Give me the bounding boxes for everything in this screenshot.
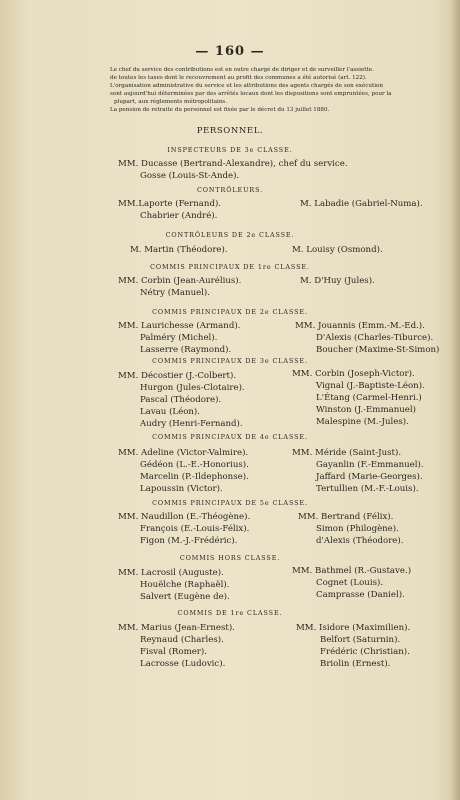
entry-left: Lavau (Léon). <box>140 407 201 417</box>
entry-left: MM. Marius (Jean-Ernest). <box>118 623 235 633</box>
entry-right: d'Alexis (Théodore). <box>316 536 404 546</box>
entry-left: Chabrier (André). <box>140 211 218 221</box>
entry-left: Reynaud (Charles). <box>140 635 224 645</box>
entry-left: MM. Naudillon (E.-Théogène). <box>118 512 251 522</box>
entry-left: MM. Décostier (J.-Colbert). <box>118 371 237 381</box>
entry-left: Nétry (Manuel). <box>140 288 211 298</box>
entry-right: M. Louisy (Osmond). <box>292 245 383 255</box>
entry-left: François (E.-Louis-Félix). <box>140 524 250 534</box>
page-spine-shadow <box>450 0 460 800</box>
entry-right: MM. Méride (Saint-Just). <box>292 448 402 458</box>
entry-right: Tertullien (M.-F.-Louis). <box>316 484 419 494</box>
entry-right: MM. Corbin (Joseph-Victor). <box>292 369 415 379</box>
intro-line: Le chef du service des contributions est en outre chargé de diriger et de surveiller l'assiette. <box>110 67 374 73</box>
entry-right: Simon (Philogène). <box>316 524 399 534</box>
entry-right: Gayanlin (F.-Emmanuel). <box>316 460 424 470</box>
entry-right: Frédéric (Christian). <box>320 647 410 657</box>
intro-line: La pension de retraite du personnel est fixée par le décret du 13 juillet 1880. <box>110 107 330 113</box>
entry-right: Boucher (Maxime-St-Simon) <box>316 345 440 355</box>
entry-left: Salvert (Eugène de). <box>140 592 230 602</box>
entry-left: Lasserre (Raymond). <box>140 345 232 355</box>
entry-left: MM. Lacrosil (Auguste). <box>118 568 224 578</box>
entry-left: Audry (Henri-Fernand). <box>140 419 243 429</box>
entry-right: Jaffard (Marie-Georges). <box>316 472 423 482</box>
entry-right: M. D'Huy (Jules). <box>300 276 375 286</box>
intro-line: sont aujourd'hui déterminées par des arrêtés locaux dont les dispositions sont empruntées, pour la <box>110 91 392 97</box>
intro-line: de toutes les taxes dont le recouvrement au profit des communes a été autorisé (art. 122). <box>110 75 367 81</box>
intro-line: L'organisation administrative du service et les attributions des agents chargés de son exécution <box>110 83 383 89</box>
entry-right: MM. Bertrand (Félix). <box>298 512 394 522</box>
entry-left: Hurgon (Jules-Clotaire). <box>140 383 245 393</box>
entry-right: Vignal (J.-Baptiste-Léon). <box>316 381 425 391</box>
entry-left: Fisval (Romer). <box>140 647 208 657</box>
entry-right: Belfort (Saturnin). <box>320 635 401 645</box>
entry-left: Palméry (Michel). <box>140 333 218 343</box>
entry-left: Marcelin (P.-Ildephonse). <box>140 472 249 482</box>
section-heading: INSPECTEURS DE 3e CLASSE. <box>167 146 293 154</box>
entry-left: Lapoussin (Victor). <box>140 484 223 494</box>
entry-right: Winston (J.-Emmanuel) <box>316 405 416 415</box>
entry-right: Briolin (Ernest). <box>320 659 391 669</box>
section-heading: COMMIS PRINCIPAUX DE 5e CLASSE. <box>152 499 308 507</box>
entry-left: Gédéon (L.-E.-Honorius). <box>140 460 249 470</box>
section-heading: COMMIS PRINCIPAUX DE 4e CLASSE. <box>152 433 308 441</box>
entry-left: MM. Adeline (Victor-Valmire). <box>118 448 249 458</box>
page-number: — 160 — <box>195 44 265 59</box>
section-heading: CONTRÔLEURS DE 2e CLASSE. <box>165 231 295 239</box>
section-heading: COMMIS DE 1re CLASSE. <box>177 609 283 617</box>
entry-right: Cognet (Louis). <box>316 578 384 588</box>
entry-left: MM. Laurichesse (Armand). <box>118 321 241 331</box>
section-heading: COMMIS PRINCIPAUX DE 2e CLASSE. <box>152 308 308 316</box>
entry-right: MM. Bathmel (R.-Gustave.) <box>292 566 412 576</box>
section-heading: COMMIS PRINCIPAUX DE 3e CLASSE. <box>152 357 308 365</box>
entry-left: MM.Laporte (Fernand). <box>118 199 222 209</box>
entry-left: M. Martin (Théodore). <box>130 245 228 255</box>
section-heading: CONTRÔLEURS. <box>196 186 264 194</box>
personnel-title: PERSONNEL. <box>196 126 264 136</box>
entry-right: MM. Isidore (Maximilien). <box>296 623 411 633</box>
intro-line: plupart, aux règlements métropolitains. <box>114 99 228 105</box>
entry-left: Figon (M.-J.-Frédéric). <box>140 536 238 546</box>
entry-left: MM. Corbin (Jean-Aurélius). <box>118 276 242 286</box>
section-heading: COMMIS PRINCIPAUX DE 1re CLASSE. <box>150 263 310 271</box>
entry-right: M. Labadie (Gabriel-Numa). <box>300 199 423 209</box>
entry-left: Houëlche (Raphaël). <box>140 580 230 590</box>
entry-right: MM. Jouannis (Emm.-M.-Ed.). <box>295 321 425 331</box>
entry-left: Pascal (Théodore). <box>140 395 222 405</box>
entry-right: Malespine (M.-Jules). <box>316 417 409 427</box>
entry-right: D'Alexis (Charles-Tiburce). <box>316 333 434 343</box>
entry-right: Camprasse (Daniel). <box>316 590 405 600</box>
entry-right: L'Étang (Carmel-Henri.) <box>316 393 422 403</box>
entry-left: Gosse (Louis-St-Ande). <box>140 171 240 181</box>
entry-left: Lacrosse (Ludovic). <box>140 659 226 669</box>
section-heading: COMMIS HORS CLASSE. <box>179 554 281 562</box>
entry-left: MM. Ducasse (Bertrand-Alexandre), chef du service. <box>118 159 348 169</box>
